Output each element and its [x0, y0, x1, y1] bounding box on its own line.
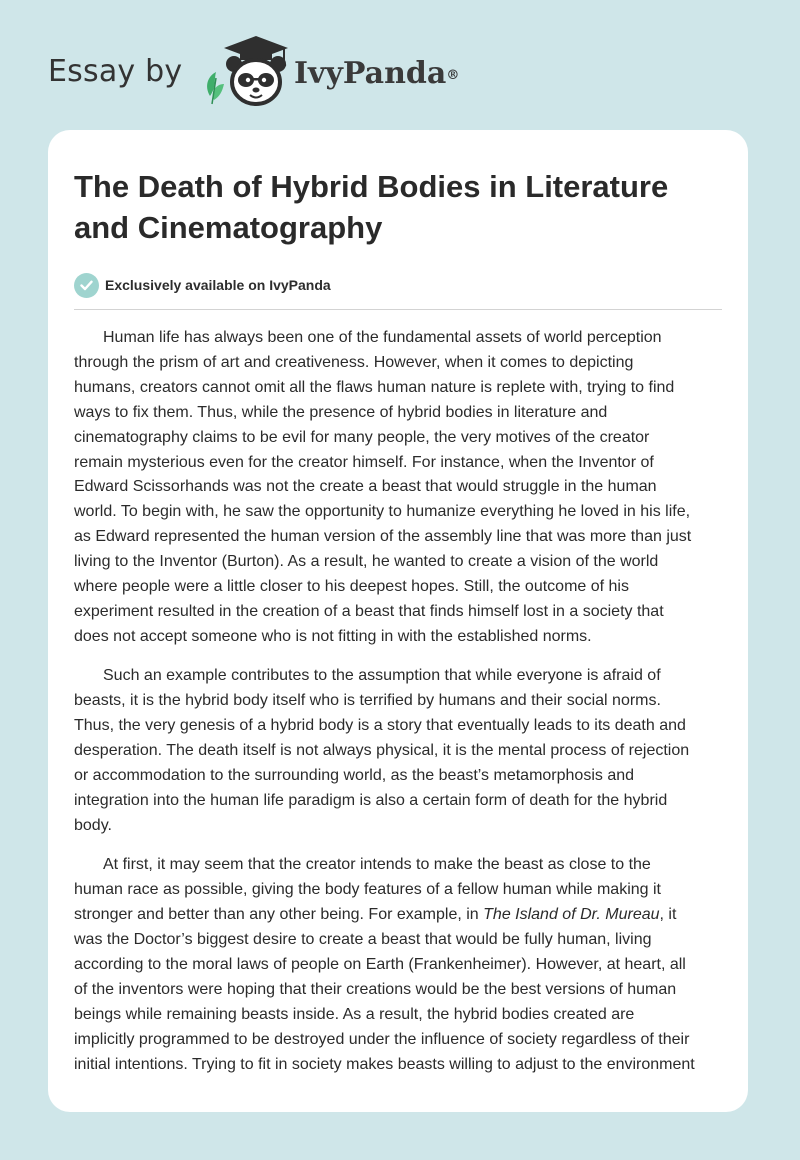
text-line: implicitly programmed to be destroyed under the influence of society regardless of their — [74, 1030, 690, 1048]
exclusive-label: Exclusively available on IvyPanda — [105, 277, 331, 293]
panda-graduate-logo-icon[interactable] — [200, 34, 292, 110]
essay-card — [48, 130, 748, 1112]
text-line: or accommodation to the surrounding world, as the beast’s metamorphosis and — [74, 767, 635, 784]
title-line-1: The Death of Hybrid Bodies in Literature — [74, 169, 669, 204]
text-line: experiment resulted in the creation of a beast that finds himself lost in a society that — [74, 602, 664, 620]
text-line: body. — [74, 816, 112, 834]
text-line: Edward Scissorhands was not the create a beast that would struggle in the human — [74, 478, 657, 496]
essay-by-label: Essay by — [48, 54, 183, 89]
text-line: of the inventors were hoping that their creations would be the best versions of human — [74, 980, 677, 998]
paragraph-3 — [74, 853, 722, 1077]
text-line: Such an example contributes to the assumption that while everyone is afraid of — [103, 667, 661, 685]
text-line: as Edward represented the human version of the assembly line that was more than just — [74, 528, 692, 546]
text-line: initial intentions. Trying to fit in society makes beasts willing to adjust to the environment — [74, 1055, 695, 1073]
text-line: beings while remaining beasts inside. As a result, the hybrid bodies created are — [74, 1005, 635, 1023]
text-line: does not accept someone who is not fitting in with the established norms. — [74, 627, 592, 645]
text-segment: , it — [659, 906, 677, 924]
paragraph-2 — [74, 664, 722, 838]
paragraph-1 — [74, 326, 722, 650]
exclusive-notice — [74, 272, 722, 298]
work-title: The Island of Dr. Mureau — [483, 906, 660, 924]
page-title — [74, 166, 722, 248]
text-line: Thus, the very genesis of a hybrid body is a story that eventually leads to its death and — [74, 717, 686, 735]
text-line: cinematography claims to be evil for many people, the very motives of the creator — [74, 428, 650, 446]
text-line: human race as possible, giving the body features of a fellow human while making it — [74, 881, 661, 899]
text-line: Human life has always been one of the fundamental assets of world perception — [103, 329, 662, 346]
text-line: At first, it may seem that the creator intends to make the beast as close to the — [103, 856, 651, 874]
text-line-with-title — [74, 903, 722, 928]
text-line: was the Doctor’s biggest desire to create a beast that would be fully human, living — [74, 931, 652, 949]
text-line: world. To begin with, he saw the opportunity to humanize everything he loved in his life, — [74, 503, 691, 521]
text-line: living to the Inventor (Burton). As a result, he wanted to create a vision of the world — [74, 553, 659, 571]
text-line: remain mysterious even for the creator himself. For instance, when the Inventor of — [74, 453, 654, 471]
text-line: integration into the human life paradigm is also a certain form of death for the hybrid — [74, 791, 668, 809]
text-line: ways to fix them. Thus, while the presence of hybrid bodies in literature and — [74, 403, 608, 421]
text-line: through the prism of art and creativeness. However, when it comes to depicting — [74, 353, 634, 371]
text-line: beasts, it is the hybrid body itself who is terrified by humans and their social norms. — [74, 692, 661, 710]
text-segment: stronger and better than any other being. For example, in — [74, 906, 484, 924]
essay-body — [74, 326, 722, 1077]
check-icon — [80, 280, 93, 291]
text-line: where people were a little closer to his deepest hopes. Still, the outcome of his — [74, 578, 629, 596]
text-line: desperation. The death itself is not always physical, it is the mental process of rejection — [74, 742, 690, 760]
check-badge — [74, 273, 99, 298]
title-line-2: and Cinematography — [74, 210, 383, 245]
registered-mark: ® — [446, 68, 460, 83]
site-header — [0, 0, 800, 130]
text-line: humans, creators cannot omit all the flaws human nature is replete with, trying to find — [74, 378, 675, 396]
divider — [74, 309, 722, 310]
text-line: according to the moral laws of people on Earth (Frankenheimer). However, at heart, all — [74, 955, 686, 973]
brand-name[interactable] — [294, 54, 459, 94]
brand-name-text: IvyPanda — [294, 56, 447, 91]
